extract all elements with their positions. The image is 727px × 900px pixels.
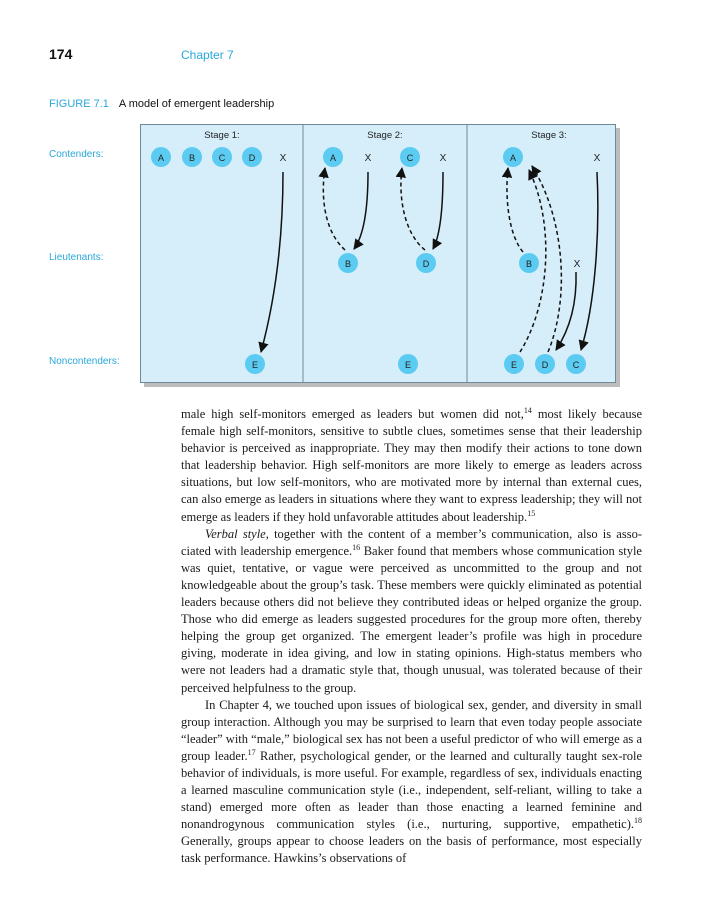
row-label-contenders: Contenders: (49, 149, 104, 160)
node-label: B (525, 259, 533, 269)
figure-caption (49, 98, 274, 110)
arrow-stage2-x-to-b (354, 172, 368, 249)
node-label: D (541, 360, 549, 370)
node-s2-a (323, 147, 343, 167)
body-text (181, 406, 642, 868)
node-s1-d (242, 147, 262, 167)
node-label: C (218, 153, 226, 163)
stage-1-title: Stage 1: (204, 130, 240, 141)
arrow-stage3-b-to-a (507, 168, 523, 252)
node-label: D (248, 153, 256, 163)
node-label: A (509, 153, 517, 163)
page-number: 174 (49, 46, 73, 62)
node-label: E (510, 360, 518, 370)
text-span: , together with the content of a member’s communication, also is associated with leadership emergence. (181, 526, 643, 558)
node-s2-c (400, 147, 420, 167)
node-label: C (406, 153, 414, 163)
text-span: Rather, psychological gender, or the learned and culturally taught sex-role behavior of individuals, is more useful. For example, regardless of sex, individuals enacting a learned masculine communication style (i.e., independent, self-reliant, willing to take a stand) emerged more often as leader than those enacting a learned feminine and nonandrogynous communication styles (i.e., nurturing, supportive, empathetic). (181, 748, 642, 832)
paragraph-3 (181, 697, 642, 868)
node-s3-b (519, 253, 539, 273)
footnote-ref: 18 (634, 816, 642, 826)
row-label-lieutenants: Lieutenants: (49, 252, 104, 263)
node-s1-c (212, 147, 232, 167)
chapter-label: Chapter 7 (181, 48, 234, 62)
dropout-marker-s3-lieutenants: X (573, 259, 581, 270)
node-label: C (572, 360, 580, 370)
node-label: D (422, 259, 430, 269)
dropout-marker-s1: X (279, 153, 287, 164)
italic-term: Verbal style (205, 526, 266, 541)
text-span: Baker found that members whose communication style was quiet, tentative, or vague were perceived as uncommitted to the group and not knowledgeable about the group’s task. These members were quickly eliminated as potential leaders because others did not believe they contributed ideas or helped organize the group. Those who did emerge as leaders suggested procedures for the group more often, thereby helping the group get organized. The emergent leader’s profile was high in procedure giving, moderate in idea giving, and low in stating opinions. High-status members who were not leaders had a dramatic style that, though unusual, was tolerated because of their perceived helpfulness to the group. (181, 543, 642, 695)
text-span: male high self-monitors emerged as leaders but women did not, (181, 407, 524, 421)
stage-3-title: Stage 3: (531, 130, 567, 141)
node-label: A (157, 153, 165, 163)
figure-label: FIGURE 7.1 (49, 98, 109, 110)
node-s2-d (416, 253, 436, 273)
arrow-stage2-x-to-d (433, 172, 443, 249)
node-s2-e (398, 354, 418, 374)
footnote-ref: 15 (527, 508, 536, 518)
node-s1-e (245, 354, 265, 374)
node-label: B (344, 259, 352, 269)
footnote-ref: 16 (352, 542, 361, 552)
node-label: A (329, 153, 337, 163)
text-span: Generally, groups appear to choose leaders on the basis of performance, most especially task performance. Hawkins’s observations of (181, 834, 642, 866)
node-s3-c (566, 354, 586, 374)
text-span: In Chapter 4, we touched upon issues of biological sex, gender, and diversity in small group interaction. Although you may be surprised to learn that even today people associate “leader” with “male,” biological sex has not been a useful predictor of who will emerge as a group leader. (181, 697, 642, 763)
node-s3-a (503, 147, 523, 167)
node-s1-a (151, 147, 171, 167)
node-s2-b (338, 253, 358, 273)
node-label: E (404, 360, 412, 370)
node-s1-b (182, 147, 202, 167)
arrow-stage2-d-to-c (401, 168, 425, 250)
row-label-noncontenders: Noncontenders: (49, 356, 120, 367)
node-label: B (188, 153, 196, 163)
dropout-marker-s2-a: X (364, 153, 372, 164)
figure-title: A model of emergent leadership (118, 98, 275, 110)
footnote-ref: 17 (247, 747, 256, 757)
stage-2-title: Stage 2: (367, 130, 403, 141)
paragraph-2 (181, 526, 642, 697)
footnote-ref: 14 (523, 405, 532, 415)
paragraph-1 (181, 406, 642, 526)
arrow-stage1-x-to-e (261, 172, 283, 352)
leadership-diagram (140, 124, 616, 383)
node-s3-d (535, 354, 555, 374)
arrow-stage2-b-to-a (323, 168, 345, 250)
dropout-marker-s2-b: X (439, 153, 447, 164)
arrow-stage3-x-to-c (581, 172, 598, 350)
dropout-marker-s3-contenders: X (593, 153, 601, 164)
text-span: most likely because female high self-monitors, sensitive to subtle clues, sometimes sense that their leadership behavior is perceived as inappropriate. They may then modify their actions to tone down that leadership behavior. High self-monitors are more likely to emerge as leaders across situations, but low self-monitors, who are motivated more by internal than external cues, can also emerge as leaders in situations where they want to express leadership; they will not emerge as leaders if they hold unfavorable attitudes about leadership. (181, 407, 642, 524)
node-s3-e (504, 354, 524, 374)
node-label: E (251, 360, 259, 370)
